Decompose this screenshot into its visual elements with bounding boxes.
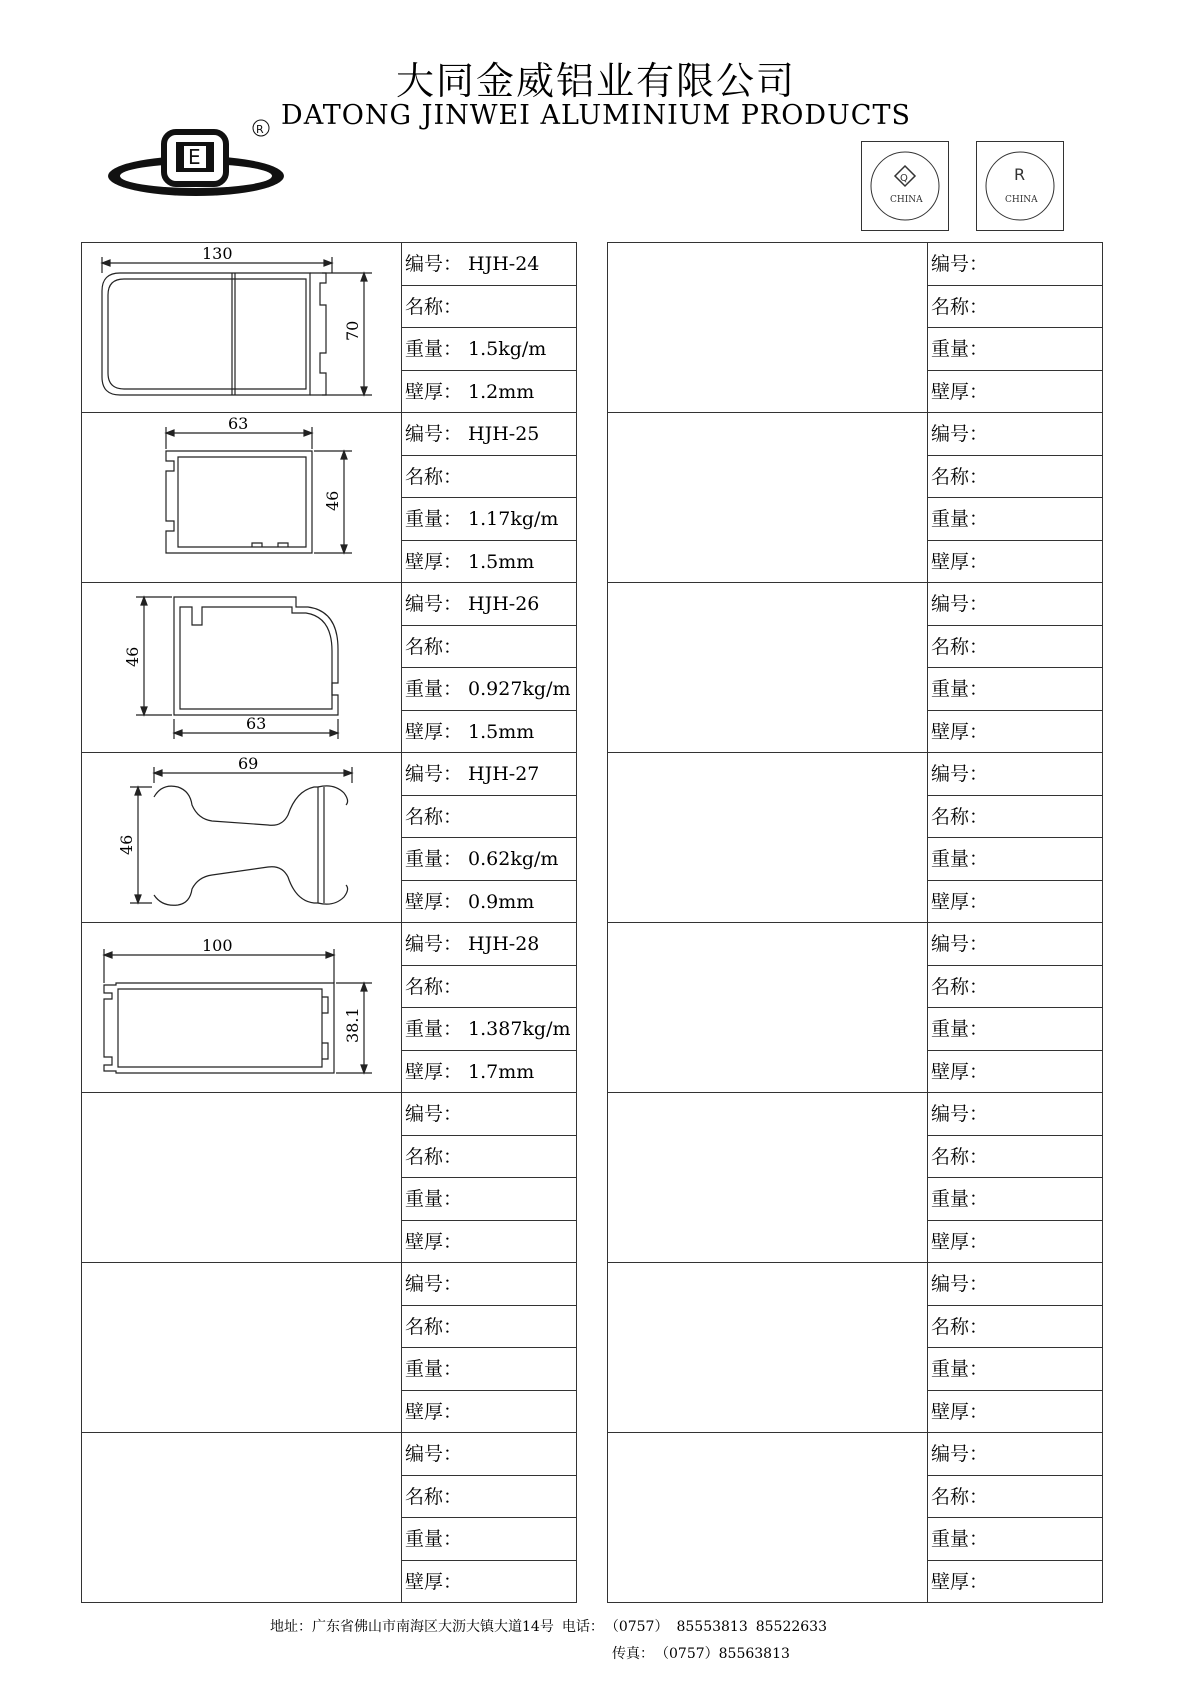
wall-label: 壁厚： bbox=[931, 720, 989, 743]
wall-value: 1.2mm bbox=[468, 380, 535, 403]
code-field bbox=[402, 1093, 576, 1136]
wall-field bbox=[402, 371, 576, 414]
weight-field bbox=[402, 1008, 576, 1051]
weight-field bbox=[402, 1178, 576, 1221]
weight-label: 重量： bbox=[405, 508, 463, 530]
profile-row bbox=[82, 753, 576, 923]
weight-field bbox=[928, 1008, 1102, 1051]
cert-q-text: CHINA bbox=[890, 195, 923, 205]
profile-fields bbox=[402, 1093, 576, 1263]
name-field bbox=[928, 286, 1102, 329]
code-field bbox=[402, 1263, 576, 1306]
name-field bbox=[402, 1136, 576, 1179]
company-name-en: DATONG JINWEI ALUMINIUM PRODUCTS bbox=[281, 100, 911, 131]
profile-fields bbox=[402, 753, 576, 923]
weight-value: 1.387kg/m bbox=[468, 1018, 571, 1040]
phone-number-2: 85522633 bbox=[755, 1619, 827, 1635]
weight-label: 重量： bbox=[931, 1358, 989, 1380]
name-field bbox=[928, 1306, 1102, 1349]
wall-label: 壁厚： bbox=[405, 550, 463, 573]
wall-label: 壁厚： bbox=[405, 380, 463, 403]
footer-fax-line bbox=[612, 1643, 798, 1663]
profile-fields bbox=[402, 243, 576, 413]
code-label: 编号： bbox=[931, 253, 989, 275]
weight-field bbox=[928, 1348, 1102, 1391]
name-field bbox=[402, 796, 576, 839]
wall-field bbox=[928, 371, 1102, 414]
profile-fields bbox=[402, 923, 576, 1093]
code-label: 编号： bbox=[931, 423, 989, 445]
code-value: HJH-25 bbox=[468, 423, 540, 445]
code-value: HJH-24 bbox=[468, 253, 540, 275]
registered-cert-badge bbox=[976, 141, 1064, 231]
profile-drawing bbox=[82, 923, 402, 1093]
profile-row bbox=[82, 243, 576, 413]
dim-height: 46 bbox=[123, 646, 142, 667]
code-field bbox=[928, 1263, 1102, 1306]
wall-label: 壁厚： bbox=[405, 1570, 463, 1593]
code-value: HJH-28 bbox=[468, 933, 540, 955]
weight-value: 0.927kg/m bbox=[468, 678, 571, 700]
dim-width: 69 bbox=[238, 754, 259, 773]
wall-field bbox=[928, 1221, 1102, 1264]
wall-field bbox=[402, 1561, 576, 1604]
profile-drawing bbox=[608, 1263, 928, 1433]
profile-drawing bbox=[608, 583, 928, 753]
profile-drawing bbox=[82, 583, 402, 753]
weight-field bbox=[928, 838, 1102, 881]
wall-label: 壁厚： bbox=[405, 1230, 463, 1253]
profile-row-empty bbox=[82, 1433, 576, 1603]
wall-field bbox=[402, 1051, 576, 1094]
name-label: 名称： bbox=[931, 1315, 989, 1338]
address-label: 地址： bbox=[270, 1619, 312, 1635]
profile-row-empty bbox=[608, 923, 1102, 1093]
profile-table-left bbox=[81, 242, 577, 1603]
code-label: 编号： bbox=[405, 253, 463, 275]
wall-label: 壁厚： bbox=[931, 1060, 989, 1083]
dim-width: 63 bbox=[246, 714, 267, 733]
name-label: 名称： bbox=[931, 1145, 989, 1168]
wall-field bbox=[928, 1561, 1102, 1604]
dim-height: 46 bbox=[323, 490, 342, 511]
name-field bbox=[928, 796, 1102, 839]
wall-value: 0.9mm bbox=[468, 890, 535, 913]
weight-label: 重量： bbox=[405, 1018, 463, 1040]
wall-value: 1.5mm bbox=[468, 720, 535, 743]
profile-fields bbox=[928, 753, 1102, 923]
code-value: HJH-27 bbox=[468, 763, 540, 785]
weight-field bbox=[402, 498, 576, 541]
address-text: 广东省佛山市南海区大沥大镇大道14号 bbox=[312, 1619, 554, 1635]
profile-drawing bbox=[82, 1433, 402, 1603]
profile-fields bbox=[402, 413, 576, 583]
phone-area: （0757） bbox=[611, 1619, 669, 1635]
name-field bbox=[402, 1476, 576, 1519]
profile-row-empty bbox=[608, 413, 1102, 583]
weight-label: 重量： bbox=[931, 848, 989, 870]
wall-field bbox=[402, 711, 576, 754]
code-field bbox=[402, 923, 576, 966]
name-field bbox=[402, 456, 576, 499]
code-field bbox=[928, 923, 1102, 966]
wall-field bbox=[928, 1391, 1102, 1434]
code-field bbox=[402, 1433, 576, 1476]
code-label: 编号： bbox=[931, 593, 989, 615]
name-label: 名称： bbox=[405, 465, 463, 488]
weight-field bbox=[928, 498, 1102, 541]
profile-table-right bbox=[607, 242, 1103, 1603]
code-label: 编号： bbox=[405, 1103, 463, 1125]
fax-number: （0757）85563813 bbox=[662, 1646, 790, 1662]
weight-field bbox=[402, 838, 576, 881]
wall-field bbox=[928, 1051, 1102, 1094]
wall-field bbox=[402, 1391, 576, 1434]
phone-label: 电话： bbox=[561, 1619, 604, 1635]
profile-row-empty bbox=[608, 1093, 1102, 1263]
weight-value: 1.17kg/m bbox=[468, 508, 559, 530]
profile-fields bbox=[928, 1263, 1102, 1433]
code-value: HJH-26 bbox=[468, 593, 540, 615]
name-label: 名称： bbox=[931, 805, 989, 828]
dim-height: 38.1 bbox=[343, 1007, 362, 1043]
weight-value: 0.62kg/m bbox=[468, 848, 559, 870]
fax-label: 传真： bbox=[612, 1646, 654, 1662]
dim-width: 63 bbox=[228, 414, 249, 433]
code-field bbox=[402, 753, 576, 796]
profile-drawing bbox=[82, 243, 402, 413]
profile-drawing bbox=[608, 243, 928, 413]
wall-field bbox=[402, 881, 576, 924]
phone-number-1: 85553813 bbox=[676, 1619, 748, 1635]
name-field bbox=[402, 626, 576, 669]
weight-label: 重量： bbox=[405, 1528, 463, 1550]
profile-fields bbox=[928, 243, 1102, 413]
weight-label: 重量： bbox=[931, 338, 989, 360]
weight-field bbox=[928, 1518, 1102, 1561]
profile-row bbox=[82, 413, 576, 583]
code-label: 编号： bbox=[931, 1273, 989, 1295]
profile-row-empty bbox=[82, 1263, 576, 1433]
profile-drawing bbox=[82, 413, 402, 583]
code-field bbox=[402, 583, 576, 626]
weight-field bbox=[402, 1348, 576, 1391]
name-label: 名称： bbox=[405, 1145, 463, 1168]
code-field bbox=[928, 753, 1102, 796]
cert-q-mark: Q bbox=[900, 173, 908, 184]
name-label: 名称： bbox=[931, 635, 989, 658]
name-label: 名称： bbox=[931, 465, 989, 488]
name-label: 名称： bbox=[931, 295, 989, 318]
profile-fields bbox=[928, 1093, 1102, 1263]
name-field bbox=[928, 966, 1102, 1009]
weight-field bbox=[928, 328, 1102, 371]
profile-fields bbox=[928, 413, 1102, 583]
code-field bbox=[928, 1093, 1102, 1136]
name-field bbox=[402, 286, 576, 329]
code-label: 编号： bbox=[405, 593, 463, 615]
code-label: 编号： bbox=[931, 763, 989, 785]
code-label: 编号： bbox=[405, 423, 463, 445]
svg-text:E: E bbox=[188, 145, 201, 169]
code-field bbox=[928, 413, 1102, 456]
wall-label: 壁厚： bbox=[405, 1060, 463, 1083]
profile-fields bbox=[402, 1433, 576, 1603]
profile-row-empty bbox=[608, 753, 1102, 923]
wall-field bbox=[402, 541, 576, 584]
dim-height: 70 bbox=[343, 320, 362, 341]
quality-cert-badge bbox=[861, 141, 949, 231]
weight-field bbox=[928, 668, 1102, 711]
weight-label: 重量： bbox=[931, 1018, 989, 1040]
wall-label: 壁厚： bbox=[405, 1400, 463, 1423]
profile-drawing bbox=[82, 1093, 402, 1263]
profile-drawing bbox=[608, 923, 928, 1093]
weight-value: 1.5kg/m bbox=[468, 338, 547, 360]
svg-text:R: R bbox=[256, 123, 264, 136]
profile-row-empty bbox=[608, 1433, 1102, 1603]
weight-label: 重量： bbox=[931, 1188, 989, 1210]
profile-row-empty bbox=[608, 1263, 1102, 1433]
name-label: 名称： bbox=[931, 1485, 989, 1508]
profile-fields bbox=[928, 923, 1102, 1093]
profile-row-empty bbox=[82, 1093, 576, 1263]
code-label: 编号： bbox=[931, 1103, 989, 1125]
wall-field bbox=[928, 881, 1102, 924]
cert-r-mark: R bbox=[1014, 165, 1026, 184]
profile-drawing bbox=[608, 1433, 928, 1603]
dim-height: 46 bbox=[117, 834, 136, 855]
company-name-cn: 大同金威铝业有限公司 bbox=[395, 59, 796, 103]
weight-label: 重量： bbox=[405, 678, 463, 700]
name-field bbox=[402, 1306, 576, 1349]
code-label: 编号： bbox=[931, 1443, 989, 1465]
weight-field bbox=[402, 1518, 576, 1561]
name-field bbox=[928, 456, 1102, 499]
wall-label: 壁厚： bbox=[405, 890, 463, 913]
name-label: 名称： bbox=[405, 1485, 463, 1508]
profile-row-empty bbox=[608, 243, 1102, 413]
profile-row bbox=[82, 923, 576, 1093]
name-label: 名称： bbox=[405, 1315, 463, 1338]
name-label: 名称： bbox=[931, 975, 989, 998]
wall-label: 壁厚： bbox=[931, 550, 989, 573]
code-label: 编号： bbox=[405, 763, 463, 785]
name-label: 名称： bbox=[405, 635, 463, 658]
wall-label: 壁厚： bbox=[931, 1230, 989, 1253]
profile-row-empty bbox=[608, 583, 1102, 753]
weight-label: 重量： bbox=[405, 338, 463, 360]
profile-row bbox=[82, 583, 576, 753]
wall-label: 壁厚： bbox=[931, 380, 989, 403]
name-label: 名称： bbox=[405, 975, 463, 998]
wall-label: 壁厚： bbox=[931, 1400, 989, 1423]
weight-label: 重量： bbox=[405, 1188, 463, 1210]
weight-field bbox=[402, 328, 576, 371]
code-label: 编号： bbox=[405, 933, 463, 955]
dim-width: 100 bbox=[202, 936, 233, 955]
wall-value: 1.7mm bbox=[468, 1060, 535, 1083]
wall-field bbox=[402, 1221, 576, 1264]
profile-drawing bbox=[608, 1093, 928, 1263]
name-field bbox=[402, 966, 576, 1009]
weight-label: 重量： bbox=[931, 1528, 989, 1550]
name-field bbox=[928, 1476, 1102, 1519]
name-label: 名称： bbox=[405, 805, 463, 828]
code-field bbox=[402, 243, 576, 286]
profile-fields bbox=[928, 583, 1102, 753]
weight-label: 重量： bbox=[931, 678, 989, 700]
code-label: 编号： bbox=[405, 1443, 463, 1465]
profile-drawing bbox=[608, 413, 928, 583]
code-field bbox=[928, 243, 1102, 286]
code-field bbox=[402, 413, 576, 456]
wall-label: 壁厚： bbox=[931, 890, 989, 913]
profile-drawing bbox=[608, 753, 928, 923]
profile-fields bbox=[928, 1433, 1102, 1603]
cert-r-text: CHINA bbox=[1005, 195, 1038, 205]
company-logo bbox=[104, 118, 304, 208]
weight-label: 重量： bbox=[405, 1358, 463, 1380]
code-field bbox=[928, 1433, 1102, 1476]
wall-label: 壁厚： bbox=[405, 720, 463, 743]
profile-fields bbox=[402, 1263, 576, 1433]
name-label: 名称： bbox=[405, 295, 463, 318]
wall-value: 1.5mm bbox=[468, 550, 535, 573]
name-field bbox=[928, 626, 1102, 669]
name-field bbox=[928, 1136, 1102, 1179]
weight-field bbox=[402, 668, 576, 711]
wall-label: 壁厚： bbox=[931, 1570, 989, 1593]
wall-field bbox=[928, 541, 1102, 584]
footer-address-line bbox=[270, 1616, 835, 1636]
dim-width: 130 bbox=[202, 244, 233, 263]
profile-fields bbox=[402, 583, 576, 753]
code-field bbox=[928, 583, 1102, 626]
weight-label: 重量： bbox=[405, 848, 463, 870]
profile-drawing bbox=[82, 753, 402, 923]
weight-field bbox=[928, 1178, 1102, 1221]
code-label: 编号： bbox=[405, 1273, 463, 1295]
wall-field bbox=[928, 711, 1102, 754]
weight-label: 重量： bbox=[931, 508, 989, 530]
profile-drawing bbox=[82, 1263, 402, 1433]
code-label: 编号： bbox=[931, 933, 989, 955]
